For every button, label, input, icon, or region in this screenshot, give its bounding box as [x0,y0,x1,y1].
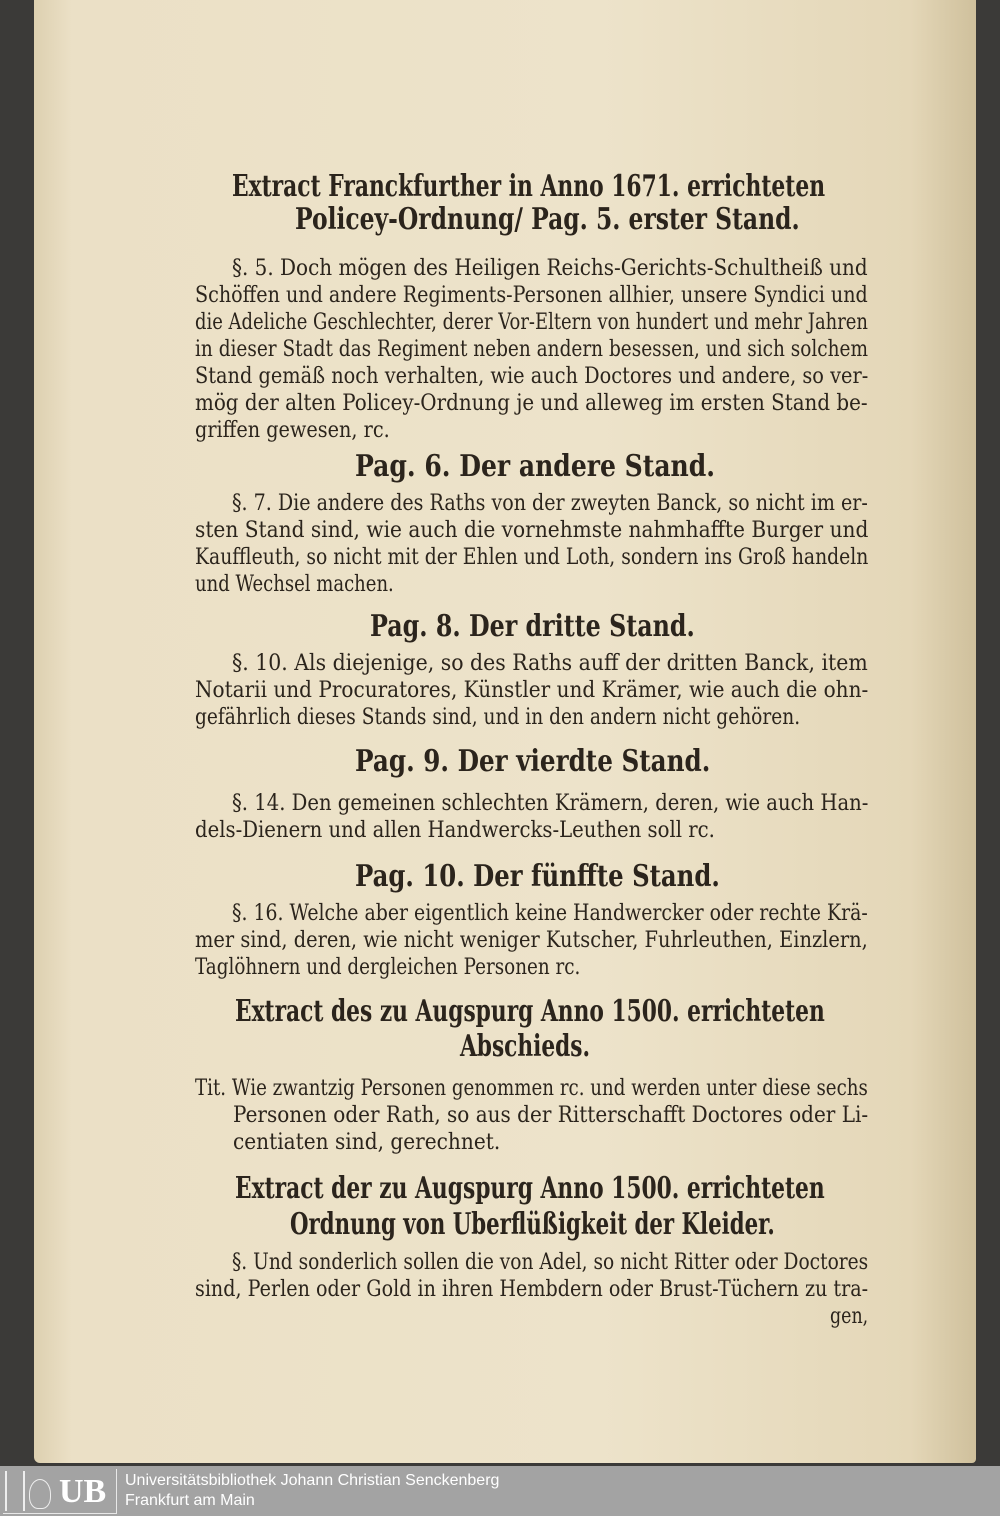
section-heading-pag8: Pag. 8. Der dritte Stand. [370,609,695,644]
paragraph-line: Schöffen und andere Regiments-Personen allhier, unsere Syndici und [195,283,868,308]
heading-title-line: Extract Franckfurther in Anno 1671. errichteten [232,169,826,204]
paragraph-line: gefährlich dieses Stands sind, und in den andern nicht gehören. [195,705,801,730]
paragraph-line: in dieser Stadt das Regiment neben andern besessen, und sich solchem [195,337,869,362]
paragraph-line: mög der alten Policey-Ordnung je und alleweg im ersten Stand be- [195,391,868,416]
paragraph-line: griffen gewesen, rc. [195,418,390,443]
paragraph-line: §. Und sonderlich sollen die von Adel, so nicht Ritter oder Doctores [232,1250,869,1275]
paragraph-line: centiaten sind, gerechnet. [233,1130,501,1155]
library-footer [0,1466,1000,1516]
paragraph-line: §. 14. Den gemeinen schlechten Krämern, deren, wie auch Han- [232,791,869,816]
heading-title-line: Extract der zu Augspurg Anno 1500. errichteten [235,1171,825,1206]
logo-text: UB [59,1473,107,1510]
paragraph-line: Kauffleuth, so nicht mit der Ehlen und Loth, sondern ins Groß handeln [195,545,869,570]
paragraph-line: dels-Dienern und allen Handwercks-Leuthen soll rc. [195,818,715,843]
columns-icon [5,1471,25,1511]
library-location: Frankfurt am Main [125,1492,255,1509]
paragraph-line: die Adeliche Geschlechter, derer Vor-Eltern von hundert und mehr Jahren [195,310,868,335]
paragraph-line: Stand gemäß noch verhalten, wie auch Doctores und andere, so ver- [195,364,869,389]
heading-title-line: Policey-Ordnung/ Pag. 5. erster Stand. [295,202,800,237]
portrait-icon [29,1479,51,1509]
paragraph-line: Taglöhnern und dergleichen Personen rc. [195,955,581,980]
catchword: gen, [830,1304,869,1329]
section-heading-pag10: Pag. 10. Der fünffte Stand. [355,859,720,894]
paragraph-line: mer sind, deren, wie nicht weniger Kutscher, Fuhrleuthen, Einzlern, [195,928,868,953]
paragraph-line: Notarii und Procuratores, Künstler und Krämer, wie auch die ohn- [195,678,869,703]
heading-title-line: Ordnung von Uberflüßigkeit der Kleider. [290,1207,775,1242]
paragraph-line: sten Stand sind, wie auch die vornehmste nahmhaffte Burger und [195,518,869,543]
section-heading-pag9: Pag. 9. Der vierdte Stand. [355,744,711,779]
section-heading-pag6: Pag. 6. Der andere Stand. [355,449,716,484]
paragraph-line: sind, Perlen oder Gold in ihren Hembdern oder Brust-Tüchern zu tra- [195,1277,869,1302]
paragraph-line: §. 10. Als diejenige, so des Raths auff der dritten Banck, item [232,651,868,676]
paragraph-line: §. 7. Die andere des Raths von der zweyten Banck, so nicht im er- [232,491,868,516]
paragraph-line: §. 16. Welche aber eigentlich keine Handwercker oder rechte Krä- [232,901,868,926]
heading-title-line: Extract des zu Augspurg Anno 1500. errichteten [235,994,825,1029]
paragraph-line: Personen oder Rath, so aus der Ritterschafft Doctores oder Li- [233,1103,869,1128]
paragraph-line: und Wechsel machen. [195,572,394,597]
paragraph-line: §. 5. Doch mögen des Heiligen Reichs-Gerichts-Schultheiß und [232,256,868,281]
ub-logo [3,1469,117,1514]
heading-title-line: Abschieds. [460,1029,591,1064]
paragraph-line: Tit. Wie zwantzig Personen genommen rc. und werden unter diese sechs [195,1076,868,1101]
library-name: Universitätsbibliothek Johann Christian Senckenberg [125,1472,500,1489]
